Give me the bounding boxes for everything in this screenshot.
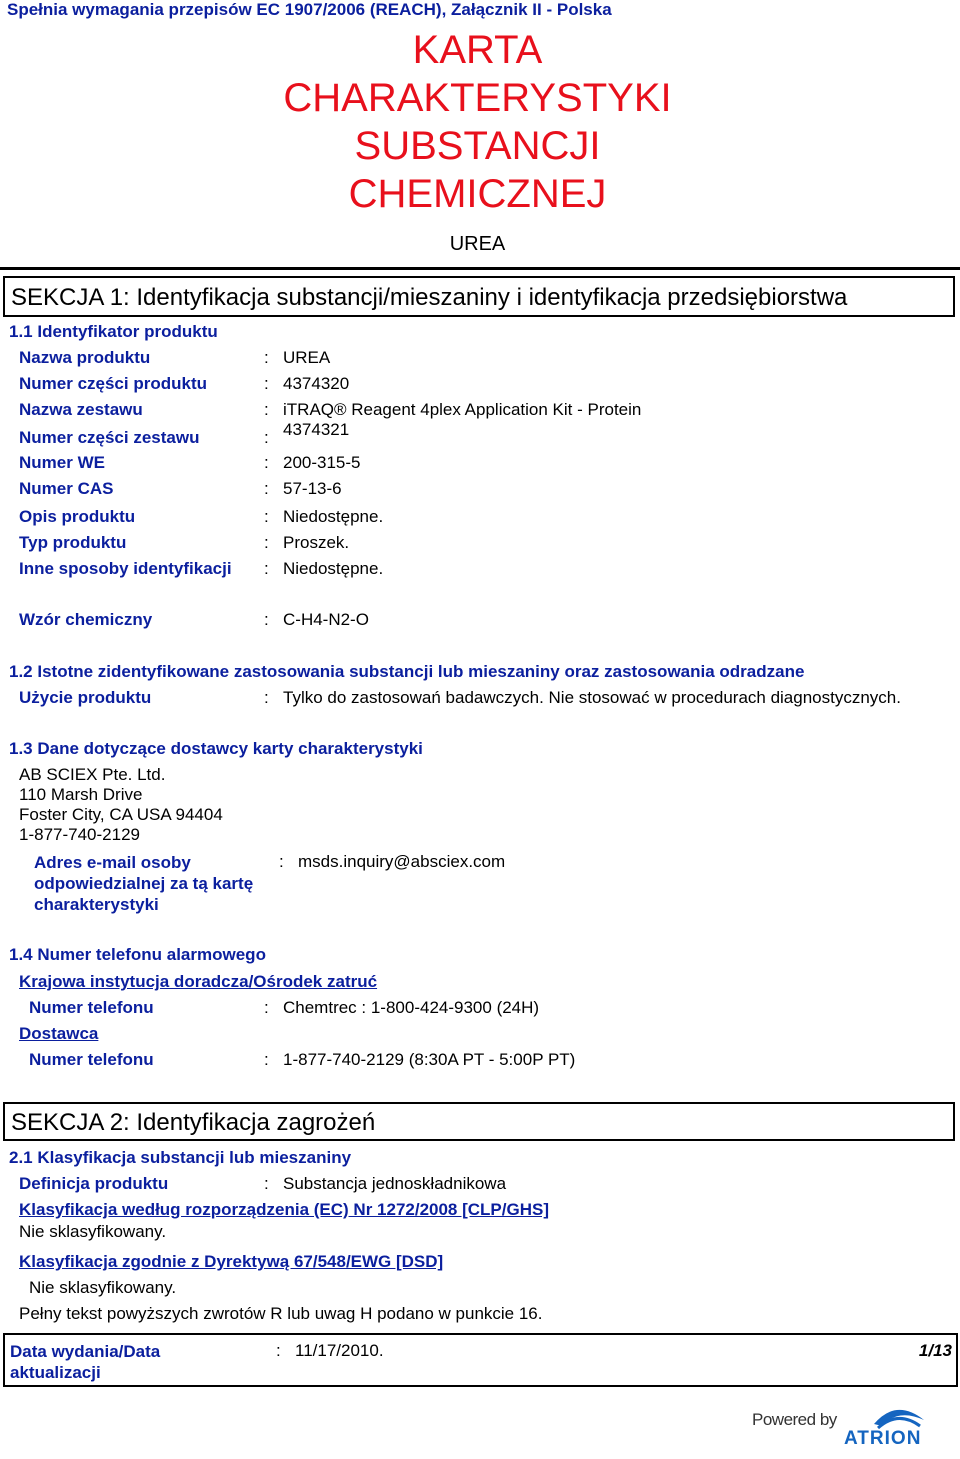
value-product-definition: Substancja jednoskładnikowa [283,1174,507,1193]
heading-2-1: 2.1 Klasyfikacja substancji lub mieszaniny [9,1148,352,1167]
label-product-type: Typ produktu [19,533,127,552]
colon: : [264,428,269,447]
page-number: 1/13 [918,1341,952,1360]
title-line-4: CHEMICZNEJ [348,172,607,216]
colon: : [264,1050,269,1069]
value-clp-classification: Nie sklasyfikowany. [19,1222,167,1241]
value-other-identification: Niedostępne. [283,559,384,578]
colon: : [264,533,269,552]
value-phone-2: 1-877-740-2129 (8:30A PT - 5:00P PT) [283,1050,576,1069]
colon: : [264,400,269,419]
label-other-identification: Inne sposoby identyfikacji [19,559,232,578]
address-line: Foster City, CA USA 94404 [19,805,223,824]
value-product-part-number: 4374320 [283,374,350,393]
colon: : [264,688,269,707]
value-ec-number: 200-315-5 [283,453,361,472]
value-kit-part-number: 4374321 [283,420,350,439]
heading-1-4: 1.4 Numer telefonu alarmowego [9,945,266,964]
colon: : [264,610,269,629]
value-phone-1: Chemtrec : 1-800-424-9300 (24H) [283,998,540,1017]
label-phone-1: Numer telefonu [29,998,154,1017]
note-r-phrases: Pełny tekst powyższych zwrotów R lub uwag H podano w punkcie 16. [19,1304,543,1323]
date-label-line: Data wydania/Data [10,1342,161,1361]
heading-1-1: 1.1 Identyfikator produktu [9,322,218,341]
powered-by-text: Powered by [752,1410,837,1429]
label-ec-number: Numer WE [19,453,105,472]
label-product-use: Użycie produktu [19,688,152,707]
colon: : [264,998,269,1017]
colon: : [264,348,269,367]
document-title [0,26,955,218]
colon: : [264,374,269,393]
address-line: 110 Marsh Drive [19,785,143,804]
value-chemical-formula: C-H4-N2-O [283,610,369,629]
colon: : [264,453,269,472]
heading-1-3: 1.3 Dane dotyczące dostawcy karty charakterystyki [9,739,423,758]
footer-box [3,1333,958,1387]
section-2-title: SEKCJA 2: Identyfikacja zagrożeń [11,1109,376,1136]
link-supplier[interactable]: Dostawca [19,1024,99,1043]
title-line-1: KARTA [412,28,543,72]
supplier-address [19,765,223,845]
label-chemical-formula: Wzór chemiczny [19,610,153,629]
section-1-title: SEKCJA 1: Identyfikacja substancji/mieszaniny i identyfikacja przedsiębiorstwa [11,284,848,311]
value-product-use: Tylko do zastosowań badawczych. Nie stosować w procedurach diagnostycznych. [283,688,901,707]
link-dsd-classification[interactable]: Klasyfikacja zgodnie z Dyrektywą 67/548/EWG [DSD] [19,1252,444,1271]
atrion-brand: ATRION [844,1428,922,1449]
section-1-heading [3,276,955,317]
value-product-type: Proszek. [283,533,350,552]
label-email [34,852,253,915]
label-kit-part-number: Numer części zestawu [19,428,200,447]
label-kit-name: Nazwa zestawu [19,400,143,419]
value-cas-number: 57-13-6 [283,479,342,498]
email-label-line: charakterystyki [34,895,159,914]
label-product-part-number: Numer części produktu [19,374,207,393]
address-line: 1-877-740-2129 [19,825,140,844]
value-dsd-classification: Nie sklasyfikowany. [29,1278,177,1297]
atrion-logo [838,1400,958,1450]
footer-date: 11/17/2010. [295,1341,384,1360]
value-product-description: Niedostępne. [283,507,384,526]
label-product-definition: Definicja produktu [19,1174,169,1193]
title-line-3: SUBSTANCJI [354,124,601,168]
header-rule [0,267,960,270]
footer-date-label [10,1341,160,1383]
value-product-name: UREA [283,348,331,367]
colon: : [276,1341,281,1360]
label-product-description: Opis produktu [19,507,136,526]
section-2-heading [3,1102,955,1141]
value-email[interactable]: msds.inquiry@absciex.com [298,852,506,871]
heading-1-2: 1.2 Istotne zidentyfikowane zastosowania substancji lub mieszaniny oraz zastosowania odradzane [9,662,805,681]
link-clp-classification[interactable]: Klasyfikacja według rozporządzenia (EC) Nr 1272/2008 [CLP/GHS] [19,1200,549,1219]
label-phone-2: Numer telefonu [29,1050,154,1069]
email-label-line: Adres e-mail osoby [34,853,191,872]
colon: : [279,852,284,871]
value-kit-name: iTRAQ® Reagent 4plex Application Kit - Protein [283,400,642,419]
colon: : [264,1174,269,1193]
product-subtitle: UREA [449,233,506,255]
email-label-line: odpowiedzialnej za tą kartę [34,874,254,893]
address-line: AB SCIEX Pte. Ltd. [19,765,166,784]
colon: : [264,507,269,526]
colon: : [264,479,269,498]
label-cas-number: Numer CAS [19,479,114,498]
link-poison-center[interactable]: Krajowa instytucja doradcza/Ośrodek zatruć [19,972,378,991]
title-line-2: CHARAKTERYSTYKI [283,76,672,120]
label-product-name: Nazwa produktu [19,348,151,367]
regulation-line: Spełnia wymagania przepisów EC 1907/2006 (REACH), Załącznik II - Polska [7,0,612,19]
colon: : [264,559,269,578]
date-label-line: aktualizacji [10,1363,101,1382]
